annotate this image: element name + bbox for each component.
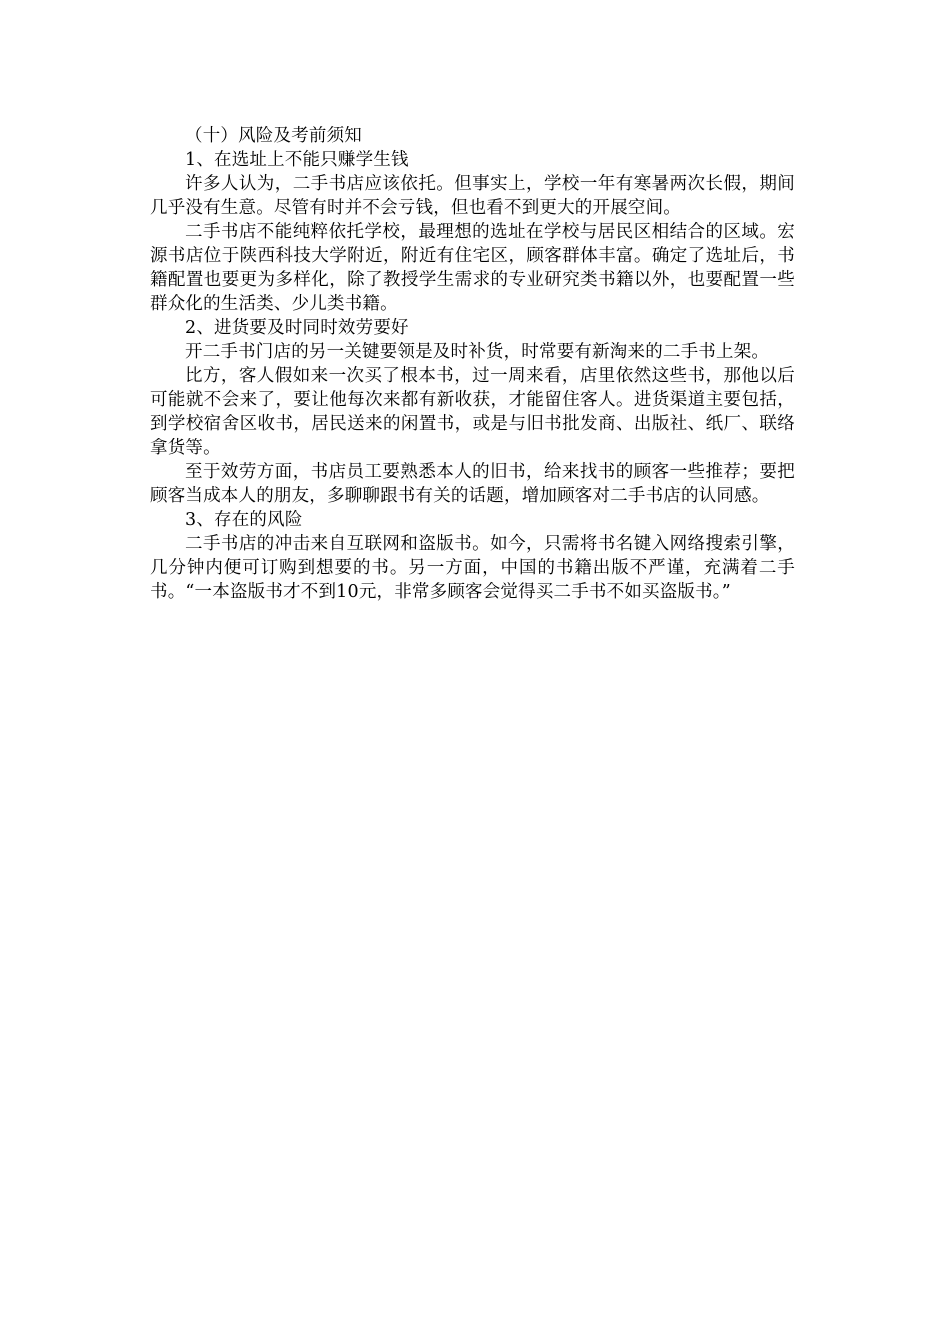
paragraph: 二手书店不能纯粹依托学校，最理想的选址在学校与居民区相结合的区域。宏源书店位于陕西科技大学附近，附近有住宅区，顾客群体丰富。确定了选址后，书籍配置也要更为多样化，除了教授学生需求的专业研究类书籍以外，也要配置一些群众化的生活类、少儿类书籍。 <box>150 222 795 314</box>
subsection-heading-2: 2、进货要及时同时效劳要好 <box>185 318 409 338</box>
section-heading: （十）风险及考前须知 <box>185 126 362 146</box>
document-body <box>150 124 795 604</box>
paragraph: 许多人认为，二手书店应该依托。但事实上，学校一年有寒暑两次长假，期间几乎没有生意。尽管有时并不会亏钱，但也看不到更大的开展空间。 <box>150 174 795 218</box>
paragraph: 二手书店的冲击来自互联网和盗版书。如今，只需将书名键入网络搜索引擎，几分钟内便可订购到想要的书。另一方面，中国的书籍出版不严谨，充满着二手书。“一本盗版书才不到10元，非常多顾客会觉得买二手书不如买盗版书。” <box>150 534 795 602</box>
paragraph: 至于效劳方面，书店员工要熟悉本人的旧书，给来找书的顾客一些推荐；要把顾客当成本人的朋友，多聊聊跟书有关的话题，增加顾客对二手书店的认同感。 <box>150 462 795 506</box>
paragraph: 比方，客人假如来一次买了根本书，过一周来看，店里依然这些书，那他以后可能就不会来了，要让他每次来都有新收获，才能留住客人。进货渠道主要包括，到学校宿舍区收书，居民送来的闲置书，或是与旧书批发商、出版社、纸厂、联络拿货等。 <box>150 366 795 458</box>
subsection-heading-3: 3、存在的风险 <box>185 510 303 530</box>
paragraph: 开二手书门店的另一关键要领是及时补货，时常要有新淘来的二手书上架。 <box>185 342 770 362</box>
subsection-heading-1: 1、在选址上不能只赚学生钱 <box>185 150 409 170</box>
